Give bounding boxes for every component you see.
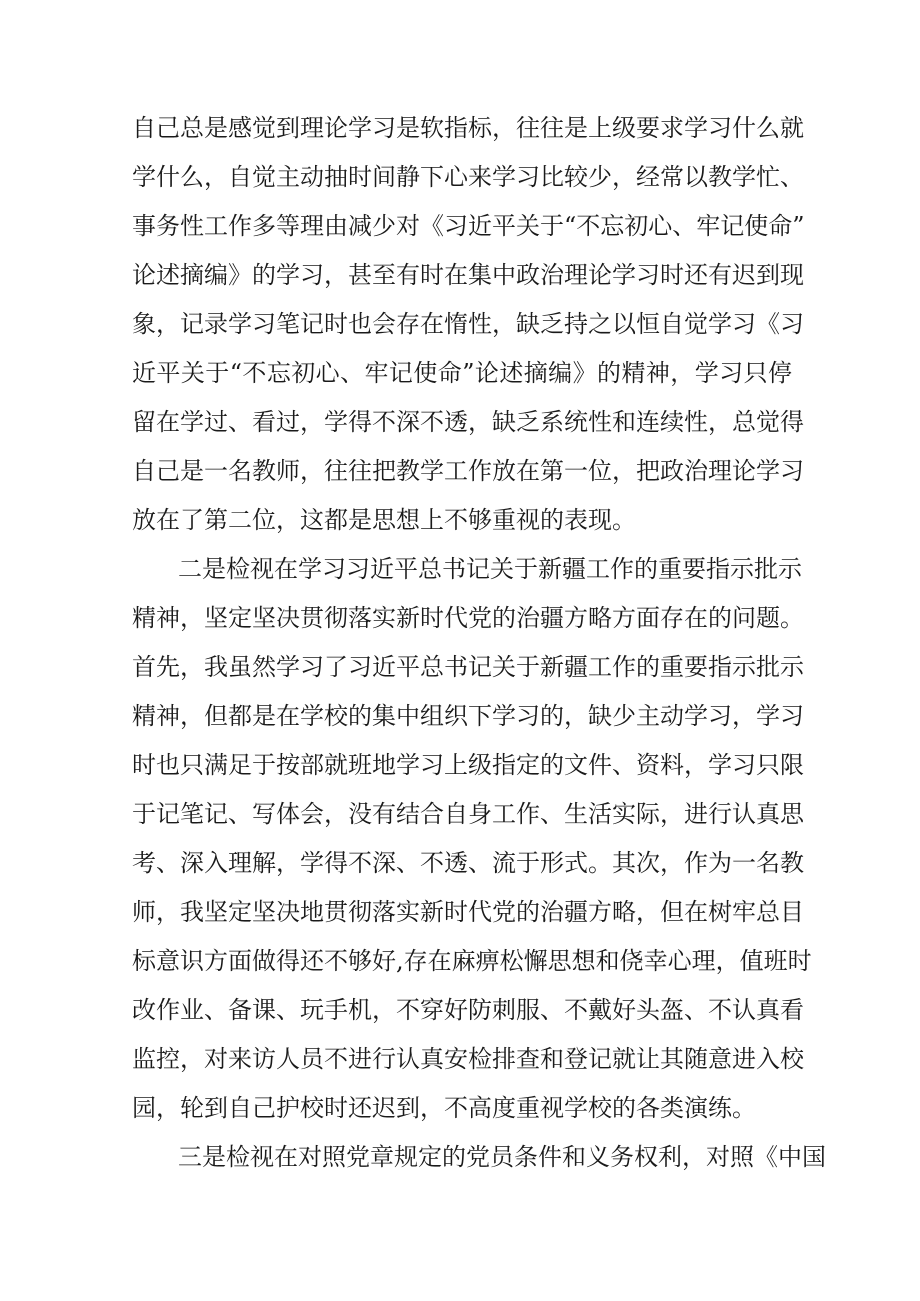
- text-line: 精神，坚定坚决贯彻落实新时代党的治疆方略方面存在的问题。: [132, 604, 804, 632]
- text-line: 于记笔记、写体会，没有结合自身工作、生活实际，进行认真思: [132, 800, 804, 828]
- text-line: 自己是一名教师，往往把教学工作放在第一位，把政治理论学习: [132, 457, 804, 485]
- text-line: 监控，对来访人员不进行认真安检排查和登记就让其随意进入校: [132, 1045, 804, 1073]
- text-line: 放在了第二位，这都是思想上不够重视的表现。: [132, 506, 636, 534]
- text-line: 象，记录学习笔记时也会存在惰性，缺乏持之以恒自觉学习《习: [132, 310, 804, 338]
- text-line: 首先，我虽然学习了习近平总书记关于新疆工作的重要指示批示: [132, 653, 804, 681]
- paragraph-first-line: 二是检视在学习习近平总书记关于新疆工作的重要指示批示: [178, 555, 802, 583]
- text-line: 园，轮到自己护校时还迟到，不高度重视学校的各类演练。: [132, 1094, 756, 1122]
- text-line: 考、深入理解，学得不深、不透、流于形式。其次，作为一名教: [132, 849, 804, 877]
- text-line: 精神，但都是在学校的集中组织下学习的，缺少主动学习，学习: [132, 702, 804, 730]
- text-line: 留在学过、看过，学得不深不透，缺乏系统性和连续性，总觉得: [132, 408, 804, 436]
- text-line: 近平关于“不忘初心、牢记使命”论述摘编》的精神，学习只停: [132, 359, 792, 387]
- text-line: 改作业、备课、玩手机，不穿好防刺服、不戴好头盔、不认真看: [132, 996, 804, 1024]
- text-line: 时也只满足于按部就班地学习上级指定的文件、资料，学习只限: [132, 751, 804, 779]
- text-line: 学什么，自觉主动抽时间静下心来学习比较少，经常以教学忙、: [132, 163, 804, 191]
- text-line: 自己总是感觉到理论学习是软指标，往往是上级要求学习什么就: [132, 114, 804, 142]
- text-line: 论述摘编》的学习，甚至有时在集中政治理论学习时还有迟到现: [132, 261, 804, 289]
- text-line: 事务性工作多等理由减少对《习近平关于“不忘初心、牢记使命”: [132, 212, 805, 240]
- text-line: 师，我坚定坚决地贯彻落实新时代党的治疆方略，但在树牢总目: [132, 898, 804, 926]
- paragraph-first-line: 三是检视在对照党章规定的党员条件和义务权利，对照《中国: [178, 1143, 826, 1171]
- text-line: 标意识方面做得还不够好,存在麻痹松懈思想和侥幸心理，值班时: [132, 947, 812, 975]
